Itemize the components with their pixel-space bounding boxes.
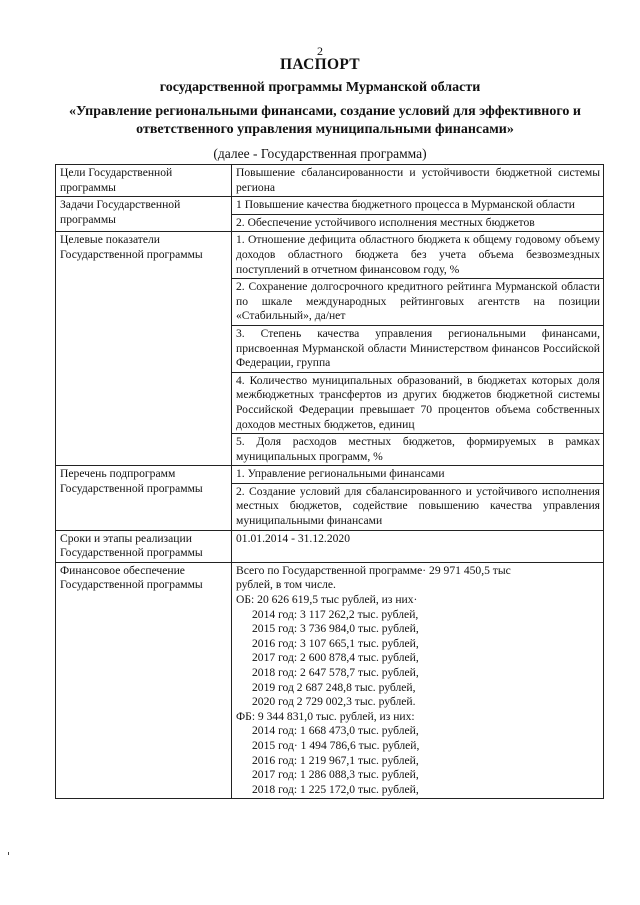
indicator-item: 2. Сохранение долгосрочного кредитного рейтинга Мурманской области по шкале международных рейтинговых агентств на позиции «Стабильный», да/нет [232, 279, 604, 326]
financing-fb-year: 2018 год: 1 225 172,0 тыс. рублей, [252, 782, 419, 796]
financing-ob-year: 2019 год 2 687 248,8 тыс. рублей, [252, 680, 416, 694]
scan-margin-mark [8, 852, 9, 855]
subprograms-row [56, 466, 604, 484]
financing-total: Всего по Государственной программе· 29 971 450,5 тыс [236, 563, 511, 577]
indicator-item: 4. Количество муниципальных образований, в бюджетах которых доля межбюджетных трансфертов из других бюджетов бюджетной системы Российской Федерации превышает 70 процентов объема собственных доходов местных бюджетов, единиц [232, 372, 604, 433]
indicator-item: 5. Доля расходов местных бюджетов, формируемых в рамках муниципальных программ, % [232, 434, 604, 466]
task-item: 1 Повышение качества бюджетного процесса в Мурманской области [232, 197, 604, 215]
task-item: 2. Обеспечение устойчивого исполнения местных бюджетов [232, 214, 604, 232]
terms-row [56, 530, 604, 562]
financing-ob-year: 2014 год: 3 117 262,2 тыс. рублей, [252, 607, 419, 621]
financing-fb-year: 2015 год· 1 494 786,6 тыс. рублей, [252, 738, 420, 752]
financing-ob-year: 2020 год 2 729 002,3 тыс. рублей. [252, 695, 416, 709]
hereinafter-note: (далее - Государственная программа) [213, 146, 427, 161]
financing-label: Финансовое обеспечение Государственной программы [56, 562, 232, 799]
program-name: «Управление региональными финансами, создание условий для эффективного и ответственного управления муниципальными финансами» [69, 104, 581, 137]
goals-label: Цели Государственной программы [56, 165, 232, 197]
tasks-label: Задачи Государственной программы [56, 197, 232, 232]
financing-ob-year: 2017 год: 2 600 878,4 тыс. рублей, [252, 651, 419, 665]
document-title: ПАСПОРТ [280, 56, 360, 73]
terms-value: 01.01.2014 - 31.12.2020 [232, 530, 604, 562]
subprograms-label: Перечень подпрограмм Государственной программы [56, 466, 232, 530]
document-subtitle: государственной программы Мурманской области [159, 80, 481, 95]
financing-total-cont: рублей, в том числе. [236, 578, 336, 592]
financing-ob-year: 2018 год: 2 647 578,7 тыс. рублей, [252, 666, 419, 679]
financing-ob-year: 2016 год: 3 107 665,1 тыс. рублей, [252, 636, 419, 650]
financing-fb-head: ФБ: 9 344 831,0 тыс. рублей, из них: [236, 709, 415, 723]
financing-fb-year: 2016 год: 1 219 967,1 тыс. рублей, [252, 753, 419, 767]
subprogram-item: 1. Управление региональными финансами [232, 466, 604, 484]
indicator-item: 3. Степень качества управления региональными финансами, присвоенная Мурманской области Министерством финансов Российской Федерации, группа [232, 325, 604, 372]
goals-value: Повышение сбалансированности и устойчивости бюджетной системы региона [232, 165, 604, 197]
passport-table [55, 164, 604, 799]
financing-fb-year: 2017 год: 1 286 088,3 тыс. рублей, [252, 768, 419, 782]
page-number: 2 [317, 44, 323, 58]
financing-row [56, 562, 604, 799]
indicators-row [56, 232, 604, 279]
financing-fb-year: 2014 год: 1 668 473,0 тыс. рублей, [252, 724, 419, 738]
financing-value [232, 562, 604, 799]
tasks-row [56, 197, 604, 215]
financing-ob-year: 2015 год: 3 736 984,0 тыс. рублей, [252, 622, 419, 636]
subprogram-item: 2. Создание условий для сбалансированного и устойчивого исполнения местных бюджетов, содействие повышению качества управления муниципальными финансами [232, 483, 604, 530]
indicator-item: 1. Отношение дефицита областного бюджета к общему годовому объему доходов областного бюджета без учета объема безвозмездных поступлений в отчетном финансовом году, % [232, 232, 604, 279]
financing-ob-head: ОБ: 20 626 619,5 тыс рублей, из них· [236, 593, 418, 607]
goals-row [56, 165, 604, 197]
indicators-label: Целевые показатели Государственной программы [56, 232, 232, 466]
terms-label: Сроки и этапы реализации Государственной программы [56, 530, 232, 562]
